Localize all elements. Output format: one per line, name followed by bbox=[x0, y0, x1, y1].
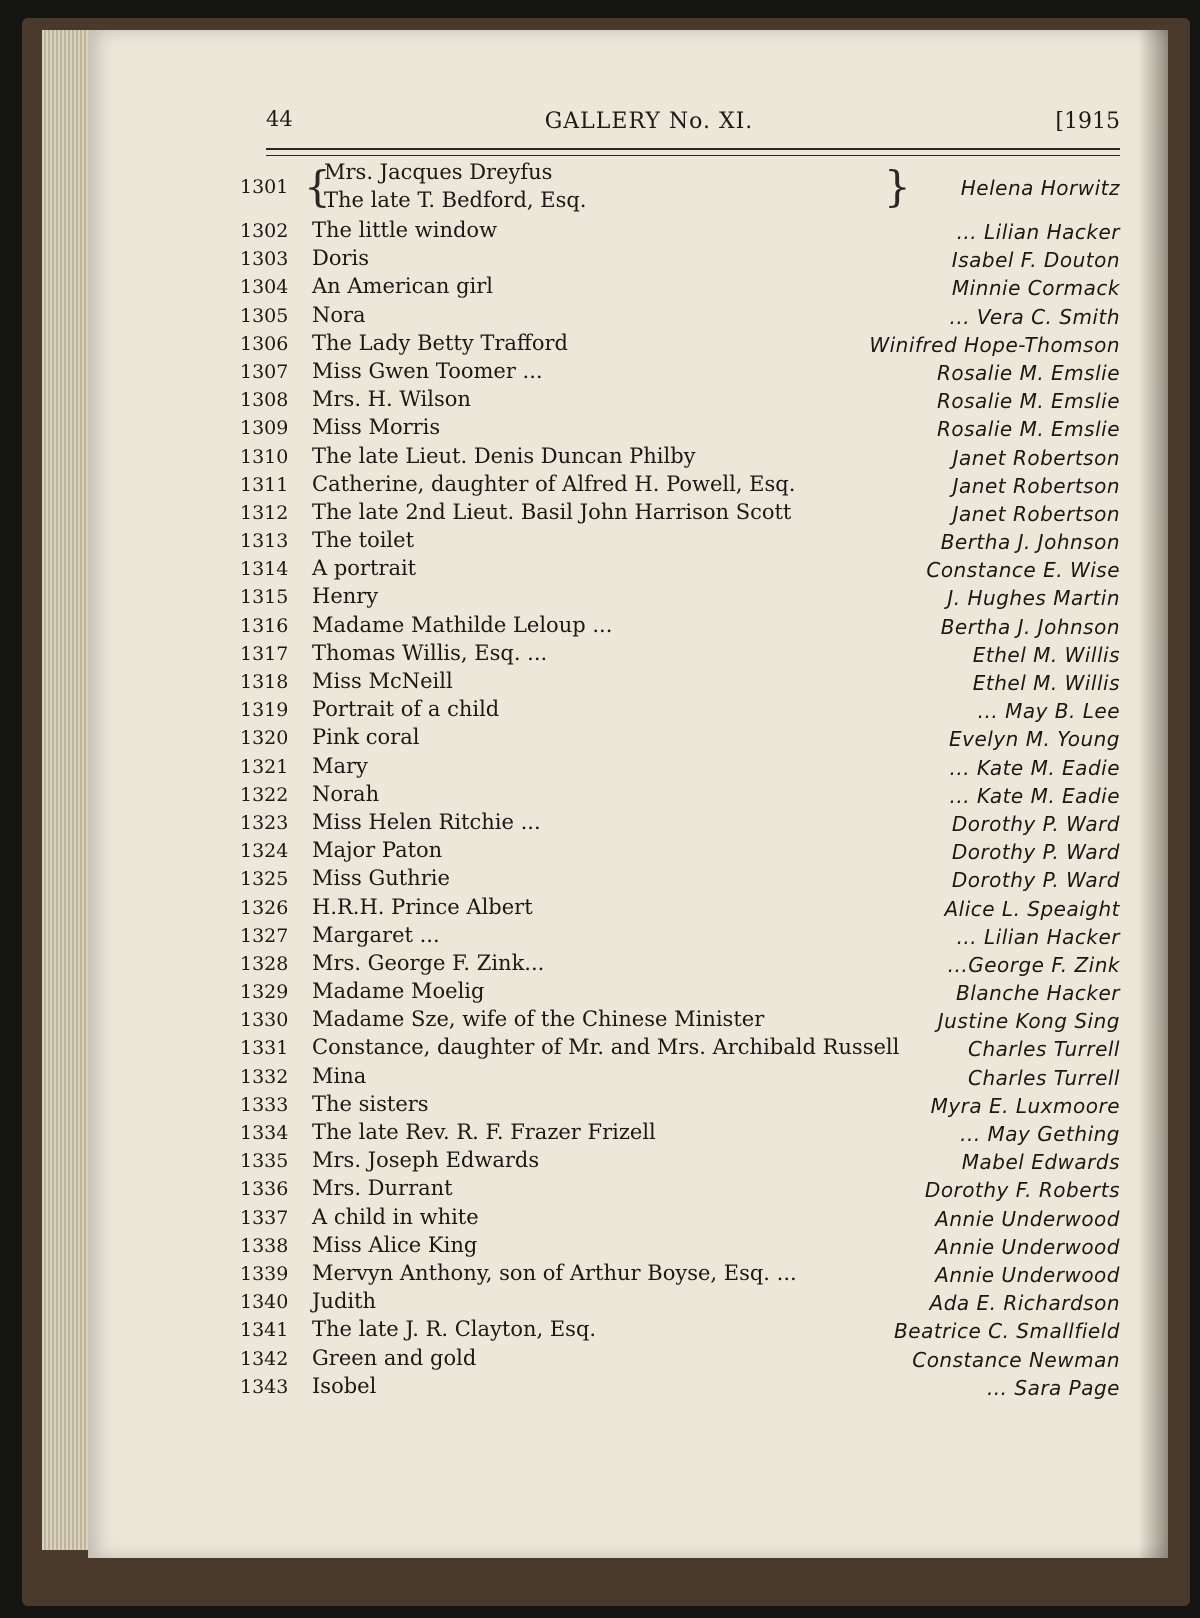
entry-artist: ... May B. Lee bbox=[977, 699, 1120, 724]
entry-number: 1303 bbox=[240, 248, 289, 271]
catalogue-entry bbox=[240, 554, 1120, 582]
catalogue-entry bbox=[240, 1118, 1120, 1146]
entry-artist: Annie Underwood bbox=[935, 1206, 1120, 1231]
entry-title: Nora bbox=[312, 302, 366, 327]
page-gutter-shadow bbox=[1138, 30, 1168, 1558]
left-brace: { bbox=[304, 162, 331, 211]
catalogue-entry bbox=[240, 329, 1120, 357]
entry-title: Miss Morris bbox=[312, 415, 441, 440]
entry-artist: Janet Robertson bbox=[952, 501, 1120, 526]
catalogue-entry bbox=[240, 667, 1120, 695]
catalogue-entry bbox=[240, 244, 1120, 272]
entry-number: 1337 bbox=[240, 1206, 289, 1229]
entry-artist: Ethel M. Willis bbox=[972, 642, 1120, 667]
entry-number: 1313 bbox=[240, 530, 289, 553]
entry-number: 1342 bbox=[240, 1347, 289, 1370]
catalogue-entry bbox=[240, 526, 1120, 554]
entry-artist: Beatrice C. Smallfield bbox=[894, 1319, 1120, 1344]
entry-title: Miss Helen Ritchie ... bbox=[312, 809, 541, 834]
entry-artist: Dorothy P. Ward bbox=[951, 811, 1120, 836]
entry-title: The late J. R. Clayton, Esq. bbox=[312, 1317, 597, 1342]
entry-title: Madame Mathilde Leloup ... bbox=[312, 612, 613, 637]
entry-title: Mary bbox=[312, 753, 368, 778]
entry-artist: Winifred Hope-Thomson bbox=[869, 332, 1120, 357]
catalogue-entry bbox=[240, 1090, 1120, 1118]
entry-number: 1302 bbox=[240, 220, 289, 242]
entry-number: 1314 bbox=[240, 558, 289, 581]
entry-number: 1305 bbox=[240, 304, 289, 327]
catalogue-entry bbox=[240, 893, 1120, 921]
catalogue-entry bbox=[240, 949, 1120, 977]
entry-title: The toilet bbox=[312, 528, 415, 553]
entry-number: 1336 bbox=[240, 1178, 289, 1201]
entry-number: 1339 bbox=[240, 1262, 289, 1285]
catalogue-entry bbox=[240, 357, 1120, 385]
entry-title: The late T. Bedford, Esq. bbox=[324, 188, 587, 212]
entry-number: 1335 bbox=[240, 1150, 289, 1173]
catalogue-entry bbox=[240, 216, 1120, 244]
entry-number: 1308 bbox=[240, 389, 289, 412]
entry-number: 1309 bbox=[240, 417, 289, 440]
catalogue-entry bbox=[240, 1005, 1120, 1033]
entry-title: Major Paton bbox=[312, 838, 443, 863]
catalogue-entry bbox=[240, 1146, 1120, 1174]
entry-number: 1311 bbox=[240, 473, 289, 496]
entry-artist: Annie Underwood bbox=[935, 1234, 1120, 1259]
entry-number: 1333 bbox=[240, 1093, 289, 1116]
entry-title: Madame Moelig bbox=[312, 979, 485, 1004]
entry-title: Mrs. Durrant bbox=[312, 1176, 453, 1201]
entry-artist: Ethel M. Willis bbox=[972, 671, 1120, 695]
catalogue-entry bbox=[240, 611, 1120, 639]
entry-number: 1315 bbox=[240, 586, 289, 609]
catalogue-entry bbox=[240, 780, 1120, 808]
entry-artist: Bertha J. Johnson bbox=[940, 614, 1120, 639]
entry-number: 1324 bbox=[240, 840, 289, 863]
entry-artist: Rosalie M. Emslie bbox=[936, 360, 1120, 385]
entry-artist: ... Lilian Hacker bbox=[956, 924, 1120, 949]
page-header bbox=[178, 103, 1120, 139]
catalogue-entry bbox=[240, 582, 1120, 610]
entry-title: Miss McNeill bbox=[312, 669, 453, 693]
catalogue-entry bbox=[240, 723, 1120, 751]
entry-number: 1320 bbox=[240, 727, 289, 750]
entry-artist: Constance Newman bbox=[912, 1347, 1120, 1372]
entry-artist: Constance E. Wise bbox=[926, 558, 1120, 583]
entry-artist: Bertha J. Johnson bbox=[940, 530, 1120, 555]
entry-artist: Isabel F. Douton bbox=[951, 248, 1120, 273]
catalogue-entry bbox=[240, 1372, 1120, 1400]
entry-number: 1317 bbox=[240, 642, 289, 665]
entry-title: Henry bbox=[312, 584, 379, 609]
entry-title: Margaret ... bbox=[312, 922, 440, 947]
entry-number: 1326 bbox=[240, 896, 289, 919]
entry-list bbox=[240, 216, 1120, 1400]
entry-number: 1306 bbox=[240, 332, 289, 355]
entry-number: 1321 bbox=[240, 755, 289, 778]
entry-title: Judith bbox=[312, 1289, 377, 1314]
entry-number: 1318 bbox=[240, 671, 289, 693]
entry-artist: Rosalie M. Emslie bbox=[936, 389, 1120, 414]
entry-artist: Helena Horwitz bbox=[960, 176, 1120, 200]
entry-title: Portrait of a child bbox=[312, 697, 500, 722]
entry-number: 1316 bbox=[240, 614, 289, 637]
entry-title: Miss Gwen Toomer ... bbox=[312, 358, 543, 383]
entry-title: Mrs. Joseph Edwards bbox=[312, 1148, 540, 1173]
entry-artist: Justine Kong Sing bbox=[937, 1009, 1120, 1034]
catalogue-entry bbox=[240, 442, 1120, 470]
entry-title: An American girl bbox=[312, 274, 494, 299]
entry-title: A portrait bbox=[312, 556, 417, 581]
catalogue-entry bbox=[240, 1062, 1120, 1090]
entry-title: Norah bbox=[312, 781, 380, 806]
catalogue-entry bbox=[240, 498, 1120, 526]
entry-artist: Charles Turrell bbox=[967, 1065, 1120, 1090]
entry-title: Mrs. Jacques Dreyfus bbox=[324, 160, 553, 184]
entry-number: 1341 bbox=[240, 1319, 289, 1342]
catalogue-entry bbox=[240, 977, 1120, 1005]
entry-artist: Dorothy P. Ward bbox=[951, 840, 1120, 865]
entry-artist: Annie Underwood bbox=[935, 1262, 1120, 1287]
catalogue-entry bbox=[240, 1287, 1120, 1315]
entry-title: Doris bbox=[312, 246, 370, 271]
gallery-title: GALLERY No. XI. bbox=[544, 109, 754, 134]
entry-artist: Blanche Hacker bbox=[956, 981, 1120, 1006]
entry-artist: Rosalie M. Emslie bbox=[936, 417, 1120, 442]
catalogue-entry bbox=[240, 1174, 1120, 1202]
catalogue-entry bbox=[240, 836, 1120, 864]
entry-number: 1310 bbox=[240, 445, 289, 468]
page-number: 44 bbox=[266, 107, 293, 131]
entry-number: 1301 bbox=[240, 176, 289, 198]
entry-number: 1304 bbox=[240, 276, 289, 299]
entry-artist: ... Vera C. Smith bbox=[949, 304, 1120, 329]
entry-title: Green and gold bbox=[312, 1345, 477, 1370]
catalogue-entry bbox=[240, 695, 1120, 723]
entry-title: H.R.H. Prince Albert bbox=[312, 894, 533, 919]
entry-title: Mrs. H. Wilson bbox=[312, 387, 471, 412]
entry-title: The late Lieut. Denis Duncan Philby bbox=[312, 443, 696, 468]
catalogue-entry bbox=[240, 301, 1120, 329]
entry-artist: ... Kate M. Eadie bbox=[949, 783, 1120, 808]
entry-number: 1325 bbox=[240, 868, 289, 891]
entry-number: 1329 bbox=[240, 981, 289, 1004]
entry-number: 1312 bbox=[240, 501, 289, 524]
catalogue-entries bbox=[240, 160, 1120, 1400]
entry-number: 1323 bbox=[240, 811, 289, 834]
entry-title: Isobel bbox=[312, 1373, 377, 1398]
entry-title: Mrs. George F. Zink... bbox=[312, 950, 545, 975]
entry-number: 1307 bbox=[240, 360, 289, 383]
catalogue-group-entry bbox=[240, 160, 1120, 216]
entry-number: 1328 bbox=[240, 952, 289, 975]
entry-title: The sisters bbox=[312, 1091, 429, 1116]
entry-artist: ... May Gething bbox=[960, 1122, 1120, 1146]
entry-title: A child in white bbox=[312, 1204, 479, 1229]
catalogue-entry bbox=[240, 921, 1120, 949]
entry-artist: Alice L. Speaight bbox=[944, 896, 1120, 921]
entry-title: Constance, daughter of Mr. and Mrs. Archibald Russell bbox=[312, 1035, 900, 1060]
entry-artist: Charles Turrell bbox=[967, 1037, 1120, 1062]
entry-number: 1340 bbox=[240, 1291, 289, 1314]
entry-number: 1343 bbox=[240, 1375, 289, 1398]
entry-title: Pink coral bbox=[312, 725, 420, 750]
entry-number: 1338 bbox=[240, 1234, 289, 1257]
catalogue-entry bbox=[240, 1315, 1120, 1343]
entry-number: 1332 bbox=[240, 1065, 289, 1088]
catalogue-entry bbox=[240, 413, 1120, 441]
entry-title: Thomas Willis, Esq. ... bbox=[312, 640, 548, 665]
entry-number: 1319 bbox=[240, 699, 289, 722]
entry-title: The late 2nd Lieut. Basil John Harrison Scott bbox=[312, 499, 792, 524]
catalogue-entry bbox=[240, 1203, 1120, 1231]
right-brace: } bbox=[884, 162, 911, 211]
entry-artist: Minnie Cormack bbox=[951, 276, 1120, 301]
entry-artist: ...George F. Zink bbox=[947, 952, 1120, 977]
entry-title: Mervyn Anthony, son of Arthur Boyse, Esq. ... bbox=[312, 1260, 797, 1285]
entry-artist: Dorothy F. Roberts bbox=[924, 1178, 1120, 1203]
entry-artist: Mabel Edwards bbox=[961, 1150, 1120, 1175]
catalogue-entry bbox=[240, 1231, 1120, 1259]
entry-artist: Janet Robertson bbox=[952, 473, 1120, 498]
entry-title: Mina bbox=[312, 1063, 367, 1088]
entry-artist: ... Sara Page bbox=[986, 1375, 1120, 1400]
catalogue-entry bbox=[240, 1344, 1120, 1372]
entry-title: Miss Alice King bbox=[312, 1232, 478, 1257]
entry-title: The Lady Betty Trafford bbox=[312, 330, 568, 355]
catalogue-entry bbox=[240, 639, 1120, 667]
entry-number: 1331 bbox=[240, 1037, 289, 1060]
catalogue-entry bbox=[240, 752, 1120, 780]
catalogue-entry bbox=[240, 1033, 1120, 1061]
entry-artist: Janet Robertson bbox=[952, 445, 1120, 470]
entry-artist: Myra E. Luxmoore bbox=[930, 1093, 1120, 1118]
entry-title: The late Rev. R. F. Frazer Frizell bbox=[312, 1120, 656, 1144]
entry-title: The little window bbox=[312, 218, 498, 242]
catalogue-entry bbox=[240, 385, 1120, 413]
entry-artist: Dorothy P. Ward bbox=[951, 868, 1120, 893]
entry-number: 1330 bbox=[240, 1009, 289, 1032]
catalogue-entry bbox=[240, 808, 1120, 836]
entry-number: 1334 bbox=[240, 1122, 289, 1144]
catalogue-entry bbox=[240, 864, 1120, 892]
catalogue-entry bbox=[240, 470, 1120, 498]
entry-title: Miss Guthrie bbox=[312, 866, 450, 891]
entry-artist: Ada E. Richardson bbox=[929, 1291, 1120, 1316]
entry-artist: ... Kate M. Eadie bbox=[949, 755, 1120, 780]
catalogue-entry bbox=[240, 1259, 1120, 1287]
header-rule bbox=[266, 148, 1120, 156]
entry-artist: J. Hughes Martin bbox=[947, 586, 1120, 611]
year-label: [1915 bbox=[1055, 109, 1120, 134]
entry-artist: Evelyn M. Young bbox=[949, 727, 1120, 752]
entry-number: 1327 bbox=[240, 924, 289, 947]
entry-number: 1322 bbox=[240, 783, 289, 806]
catalogue-entry bbox=[240, 272, 1120, 300]
entry-title: Madame Sze, wife of the Chinese Minister bbox=[312, 1007, 765, 1032]
entry-artist: ... Lilian Hacker bbox=[956, 220, 1120, 244]
entry-title: Catherine, daughter of Alfred H. Powell, Esq. bbox=[312, 471, 796, 496]
